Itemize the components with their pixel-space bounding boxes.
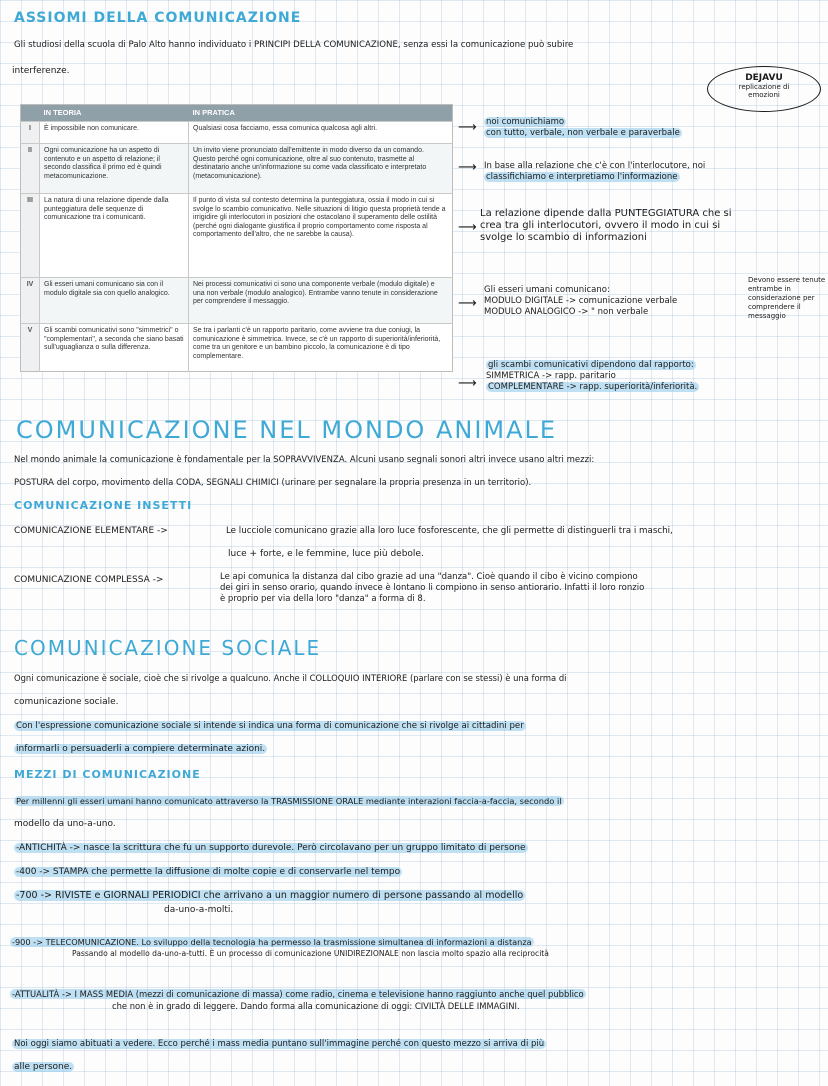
row-number: I [21,122,40,144]
arrow-icon: ⟶ [458,120,477,135]
note-1-line-2: con tutto, verbale, non verbale e paraverbale [486,128,680,138]
elementary-line-2: luce + forte, e le femmine, luce più debole. [228,549,424,559]
note-5-line-3: COMPLEMENTARE -> rapp. superiorità/inferiorità. [488,382,698,392]
mezzi-attualita-line-2: che non è in grado di leggere. Dando forma alla comunicazione di oggi: CIVILTÀ DELLE IMMAGINI. [112,1001,520,1011]
row-number: III [21,194,40,278]
section-title-animal: COMUNICAZIONE NEL MONDO ANIMALE [16,416,558,444]
complex-line-2: dei giri in senso orario, quando invece è lontano li compiono in senso antiorario. Infatti il loro ronzio [220,583,645,593]
note-3-line-3: svolge lo scambio di informazioni [480,232,647,243]
animal-paragraph-1: Nel mondo animale la comunicazione è fondamentale per la SOPRAVVIVENZA. Alcuni usano segnali sonori altri invece usano altri mezzi: [14,455,595,465]
row-number: V [21,324,40,372]
subtitle-insetti: COMUNICAZIONE INSETTI [14,499,193,512]
dejavu-title: DEJAVU [745,73,783,83]
note-3-line-2: crea tra gli interlocutori, ovvero il modo in cui si [480,220,721,231]
closing-line-1: Noi oggi siamo abituati a vedere. Ecco perché i mass media puntano sull'immagine perché con questo mezzo si arriva di più [14,1039,545,1049]
arrow-icon: ⟶ [458,376,477,391]
table-row [21,144,453,194]
note-5-line-1: gli scambi comunicativi dipendono dal rapporto: [488,360,694,370]
row-number: II [21,144,40,194]
row-teoria: Gli esseri umani comunicano sia con il modulo digitale sia con quello analogico. [40,278,189,324]
mezzi-700-line-1: -700 -> RIVISTE e GIORNALI PERIODICI che arrivano a un maggior numero di persone passando al modello [16,890,524,901]
intro-line-1: Gli studiosi della scuola di Palo Alto hanno individuato i PRINCIPI DELLA COMUNICAZIONE, senza essi la comunicazione può subire [14,40,574,50]
elementary-line-1: Le lucciole comunicano grazie alla loro luce fosforescente, che gli permette di distinguerli tra i maschi, [226,526,673,536]
arrow-icon: ⟶ [458,296,477,311]
note-2-line-1: In base alla relazione che c'è con l'interlocutore, noi [484,161,706,171]
table-header-pratica: IN PRATICA [189,105,453,122]
arrow-icon: ⟶ [458,220,477,235]
row-pratica: Un invito viene pronunciato dall'emittente in modo diverso da un comando. Questo perché ogni comunicazione, oltre al suo contenuto, trasmette al destinatario anche un'informazione su come vada classificato e interpretato (metacomunicazione). [189,144,453,194]
complex-label: COMUNICAZIONE COMPLESSA -> [14,575,164,585]
table-header [21,105,453,122]
mezzi-attualita-line-1: -ATTUALITÀ -> I MASS MEDIA (mezzi di comunicazione di massa) come radio, cinema e televisione hanno raggiunto anche quel pubblico [12,989,584,999]
animal-paragraph-2: POSTURA del corpo, movimento della CODA, SEGNALI CHIMICI (urinare per segnalare la propria presenza in un territorio). [14,478,532,488]
table-row [21,278,453,324]
arrow-icon: ⟶ [458,160,477,175]
mezzi-400: -400 -> STAMPA che permette la diffusione di molte copie e di conservarle nel tempo [16,867,401,877]
social-p1-line-2: comunicazione sociale. [14,697,119,707]
note-4-side: Devono essere tenute entrambe in considerazione per comprendere il messaggio [748,276,826,320]
complex-line-1: Le api comunica la distanza dal cibo grazie ad una "danza". Cioè quando il cibo è vicino compiono [220,572,638,582]
table-header-num [21,105,40,122]
note-1-line-1: noi comunichiamo [486,117,565,127]
table-header-teoria: IN TEORIA [40,105,189,122]
mezzi-antichita: -ANTICHITÀ -> nasce la scrittura che fu un supporto durevole. Però circolavano per un gruppo limitato di persone [16,843,526,853]
note-4-line-3: MODULO ANALOGICO -> " non verbale [484,307,649,317]
mezzi-line-1: Per millenni gli esseri umani hanno comunicato attraverso la TRASMISSIONE ORALE mediante interazioni faccia-a-faccia, secondo il [16,796,562,806]
mezzi-700-line-2: da-uno-a-molti. [164,905,234,915]
subtitle-mezzi: MEZZI DI COMUNICAZIONE [14,768,201,781]
note-4-line-1: Gli esseri umani comunicano: [484,285,610,295]
social-p2-line-1: Con l'espressione comunicazione sociale si intende si indica una forma di comunicazione che si rivolge ai cittadini per [16,721,524,731]
table-row [21,194,453,278]
page-title: ASSIOMI DELLA COMUNICAZIONE [14,10,302,26]
dejavu-note [707,66,821,112]
social-p1-line-1: Ogni comunicazione è sociale, cioè che si rivolge a qualcuno. Anche il COLLOQUIO INTERIORE (parlare con se stessi) è una forma di [14,673,567,683]
row-pratica: Nei processi comunicativi ci sono una componente verbale (modulo digitale) e una non verbale (modulo analogico). Entrambe vanno tenute in considerazione per comprendere il messaggio. [189,278,453,324]
mezzi-900-line-2: Passando al modello da-uno-a-tutti. È un processo di comunicazione UNIDIREZIONALE non lascia molto spazio alla reciprocità [72,949,549,958]
complex-line-3: è proprio per via della loro "danza" a forma di 8. [220,594,426,604]
mezzi-900-line-1: -900 -> TELECOMUNICAZIONE. Lo sviluppo della tecnologia ha permesso la trasmissione simultanea di informazioni a distanza [12,937,532,947]
intro-line-2: interferenze. [12,66,70,76]
social-p2-line-2: informarli o persuaderli a compiere determinate azioni. [16,744,266,754]
row-number: IV [21,278,40,324]
axioms-table [20,104,453,372]
note-5-line-2: SIMMETRICA -> rapp. paritario [486,371,616,381]
dejavu-subtitle: replicazione di emozioni [738,83,790,99]
row-teoria: La natura di una relazione dipende dalla punteggiatura delle sequenze di comunicazione tra i comunicanti. [40,194,189,278]
table-row [21,324,453,372]
section-title-social: COMUNICAZIONE SOCIALE [14,636,322,660]
row-teoria: Gli scambi comunicativi sono "simmetrici" o "complementari", a seconda che siano basati sull'uguaglianza o sulla differenza. [40,324,189,372]
row-pratica: Qualsiasi cosa facciamo, essa comunica qualcosa agli altri. [189,122,453,144]
note-4-line-2: MODULO DIGITALE -> comunicazione verbale [484,296,678,306]
table-row [21,122,453,144]
row-teoria: È impossibile non comunicare. [40,122,189,144]
closing-line-2: alle persone. [14,1062,73,1072]
row-pratica: Il punto di vista sul contesto determina la punteggiatura, ossia il modo in cui si svolge lo scambio comunicativo. Nelle situazioni di litigio questa proprietà tende a irrigidire gli interlocutori in posizioni che ostacolano il superamento delle ostilità (perché ogni dialogante giustifica il proprio comportamento come risposta al comportamento dell'altro, che ne sarebbe la causa). [189,194,453,278]
elementary-label: COMUNICAZIONE ELEMENTARE -> [14,526,168,536]
mezzi-line-2: modello da uno-a-uno. [14,819,116,829]
note-2-line-2: classifichiamo e interpretiamo l'informazione [486,172,678,182]
row-pratica: Se tra i parlanti c'è un rapporto paritario, come avviene tra due coniugi, la comunicazione è simmetrica. Invece, se c'è un rapporto di superiorità/inferiorità, come tra un genitore e un bambino piccolo, la comunicazione è di tipo complementare. [189,324,453,372]
note-3-line-1: La relazione dipende dalla PUNTEGGIATURA che si [480,208,732,219]
row-teoria: Ogni comunicazione ha un aspetto di contenuto e un aspetto di relazione; il secondo classifica il primo ed è quindi metacomunicazione. [40,144,189,194]
